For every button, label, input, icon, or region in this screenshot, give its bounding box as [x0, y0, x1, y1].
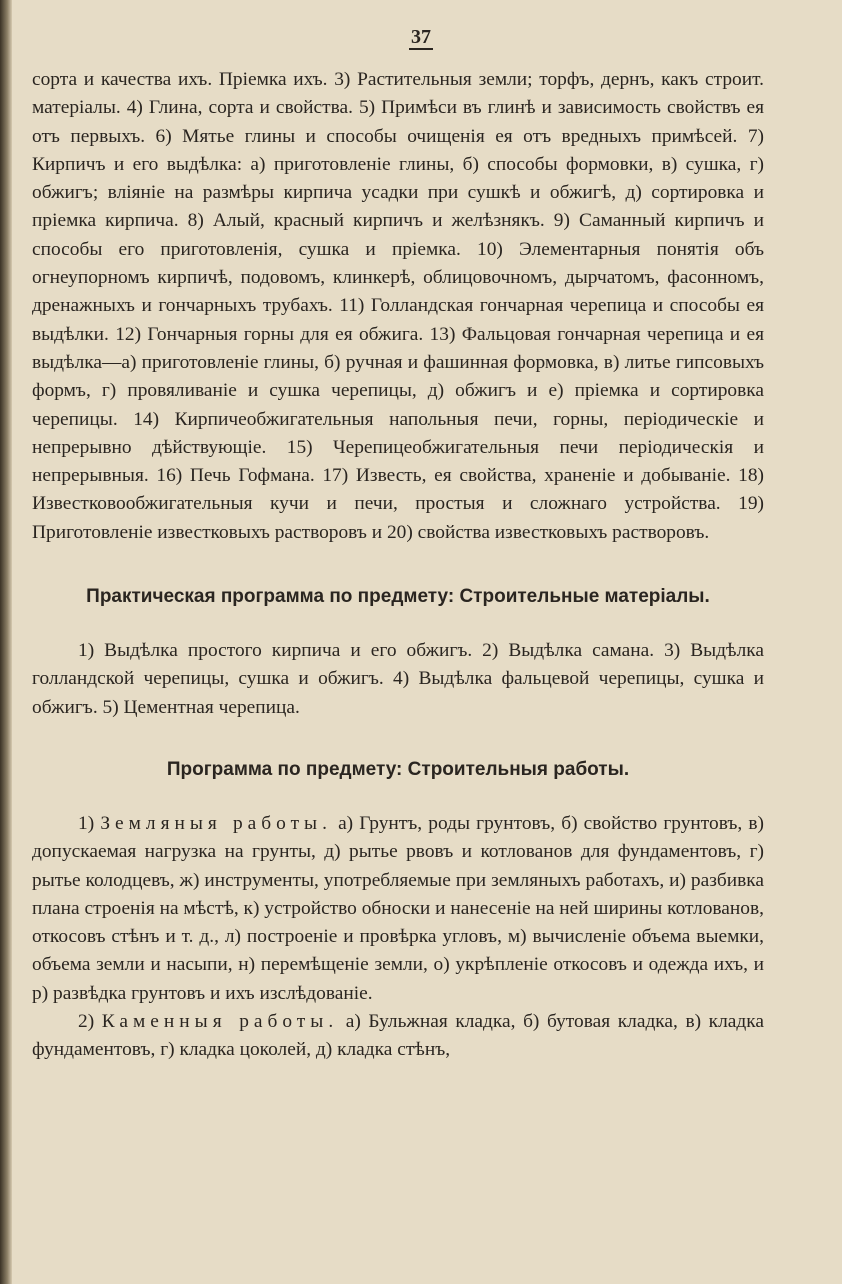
book-binding-shadow — [0, 0, 12, 1284]
materials-topics-paragraph: сорта и качества ихъ. Пріемка ихъ. 3) Растительныя земли; торфъ, дернъ, какъ строит. матеріалы. 4) Глина, сорта и свойства. 5) Примѣси въ глинѣ и зависимость свойствъ ея отъ первыхъ. 6) Мятье глины и способы очищенія ея отъ вредныхъ примѣсей. 7) Кирпичъ и его выдѣлка: а) приготовленіе глины, б) способы формовки, в) сушка, г) обжигъ; вліяніе на размѣры кирпича усадки при сушкѣ и обжигѣ, д) сортировка и пріемка кирпича. 8) Алый, красный кирпичъ и желѣзнякъ. 9) Саманный кирпичъ и способы его приготовленія, сушка и пріемка. 10) Элементарныя понятія объ огнеупорномъ кирпичѣ, подовомъ, клинкерѣ, облицовочномъ, дырчатомъ, фасонномъ, дренажныхъ и гончарныхъ трубахъ. 11) Голландская гончарная черепица и способы ея выдѣлки. 12) Гончарныя горны для ея обжига. 13) Фальцовая гончарная черепица и ея выдѣлка—а) приготовленіе глины, б) ручная и фашинная формовка, в) литье гипсовыхъ формъ, г) провяливаніе и сушка черепицы, д) обжигъ и е) пріемка и сортировка черепицы. 14) Кирпичеобжигательныя напольныя печи, горны, періодическіе и непрерывно дѣйствующіе. 15) Черепицеобжигательныя печи періодическія и непрерывныя. 16) Печь Гофмана. 17) Известь, ея свойства, храненіе и добываніе. 18) Известковообжигательныя кучи и печи, простыя и сложнаго устройства. 19) Приготовленіе известковыхъ растворовъ и 20) свойства известковыхъ растворовъ. — [32, 69, 764, 543]
masonry-text: а) Бульжная кладка, б) бутовая кладка, в) кладка фундаментовъ, г) кладка цоколей, д) кладка стѣнъ, — [32, 1011, 764, 1061]
earthworks-paragraph — [32, 810, 764, 1008]
masonry-number: 2) — [78, 1011, 95, 1033]
construction-program-heading: Программа по предмету: Строительныя работы. — [166, 758, 630, 780]
earthworks-number: 1) — [78, 812, 95, 834]
practical-program-paragraph: 1) Выдѣлка простого кирпича и его обжигъ. 2) Выдѣлка самана. 3) Выдѣлка голландской черепицы, сушка и обжигъ. 4) Выдѣлка фальцевой черепицы, сушка и обжигъ. 5) Цементная черепица. — [32, 640, 764, 718]
masonry-paragraph — [32, 1008, 764, 1065]
masonry-title: Каменныя работы. — [101, 1011, 339, 1033]
page-body — [32, 66, 764, 1065]
earthworks-title: Земляныя работы. — [100, 812, 332, 834]
page-number — [0, 26, 842, 49]
practical-program-heading: Практическая программа по предмету: Строительные матеріалы. — [86, 586, 710, 608]
page-number-text: 37 — [411, 26, 431, 48]
earthworks-text: а) Грунтъ, роды грунтовъ, б) свойство грунтовъ, в) допускаемая нагрузка на грунты, д) рытье рвовъ и котлованов для фундаментовъ, г) рытье колодцевъ, ж) инструменты, употребляемые при земляныхъ работахъ, и) разбивка плана строенія на мѣстѣ, к) устройство обноски и нанесеніе на ней ширины котлованов, откосовъ стѣнъ и т. д., л) построеніе и провѣрка угловъ, м) вычисленіе объема выемки, объема земли и насыпи, н) перемѣщеніе земли, о) укрѣпленіе откосовъ и одежда ихъ, и р) развѣдка грунтовъ и ихъ изслѣдованіе. — [32, 812, 764, 1004]
